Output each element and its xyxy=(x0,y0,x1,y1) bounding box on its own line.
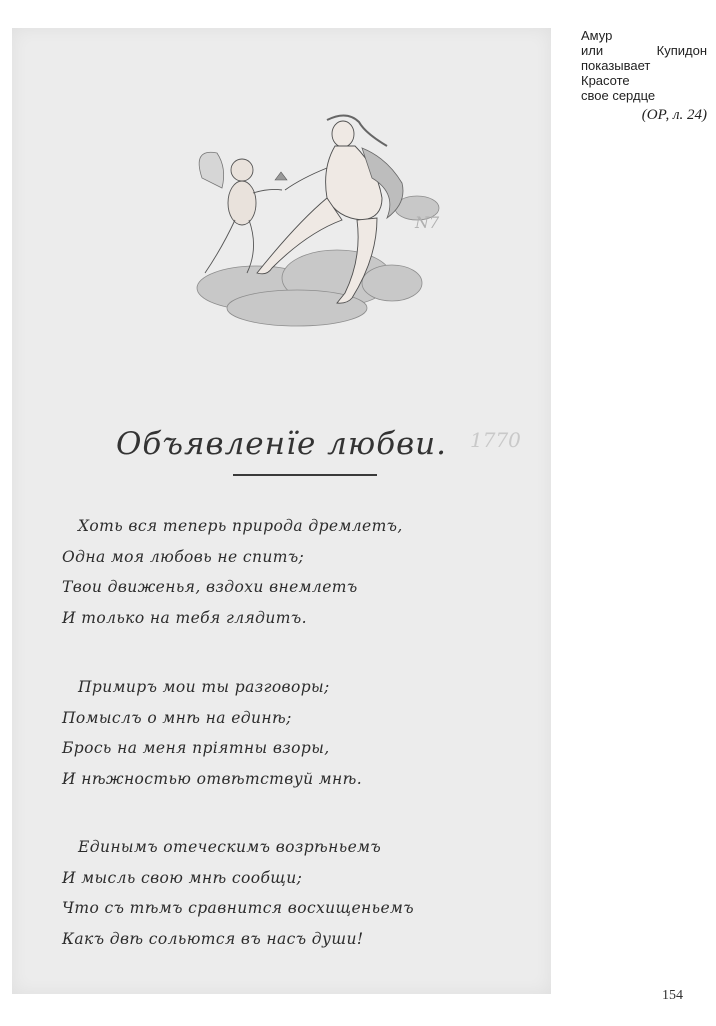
poem-line: И мысль свою мнѣ сообщи; xyxy=(62,868,303,887)
stanza-2 xyxy=(62,672,532,794)
caption-line: показывает xyxy=(581,58,651,73)
poem-line: Хоть вся теперь природа дремлетъ, xyxy=(78,517,403,535)
poem-title: Объявленїе любви. xyxy=(116,426,447,462)
title-faint-mark-right: 1770 xyxy=(470,428,521,452)
poem-line: Что съ тѣмъ сравнится восхищеньемъ xyxy=(62,899,415,917)
manuscript-page xyxy=(12,28,551,994)
stanza-1 xyxy=(62,511,532,633)
caption-reference: (ОР, л. 24) xyxy=(641,107,707,123)
caption-word: Купидон xyxy=(656,43,707,58)
caption-line: Амур xyxy=(581,28,613,43)
poem-line: Брось на меня пріятны взоры, xyxy=(62,739,330,757)
cupid-venus-vignette xyxy=(187,108,447,338)
poem-line: И нѣжностью отвѣтствуй мнѣ. xyxy=(62,769,363,788)
vignette-mark: N7 xyxy=(415,213,440,232)
poem-line: Какъ двѣ сольются въ насъ души! xyxy=(62,929,364,948)
poem-line: И только на тебя глядитъ. xyxy=(62,608,307,627)
caption-line: Красоте xyxy=(581,73,630,88)
caption-word: или xyxy=(581,43,604,58)
caption-line xyxy=(581,43,707,58)
poem-line: Помыслъ о мнѣ на единѣ; xyxy=(62,708,292,727)
page-number: 154 xyxy=(662,988,683,1003)
caption-line: свое сердце xyxy=(581,88,656,103)
title-underline xyxy=(233,474,377,476)
stanza-3 xyxy=(62,832,532,954)
poem-line: Примиръ мои ты разговоры; xyxy=(78,678,330,696)
poem-line: Единымъ отеческимъ возрѣньемъ xyxy=(78,838,382,856)
poem-line: Одна моя любовь не спитъ; xyxy=(62,547,305,566)
poem-line: Твои движенья, вздохи внемлетъ xyxy=(62,578,358,596)
figure-caption xyxy=(581,28,707,123)
